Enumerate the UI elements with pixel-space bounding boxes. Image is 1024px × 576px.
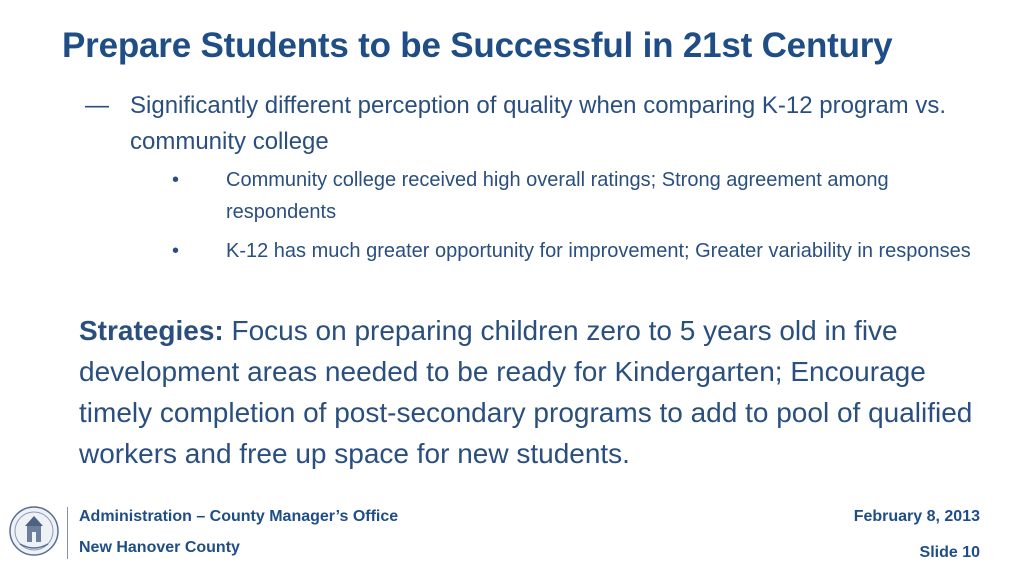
strategies-text: Focus on preparing children zero to 5 years old in five development areas needed to be ready for Kindergarten; Encourage timely completion of post-secondary programs to add to pool of qualified workers and free up space for new students.	[79, 315, 973, 469]
footer-county: New Hanover County	[79, 539, 240, 556]
subpoint-text: Community college received high overall ratings; Strong agreement among respondents	[226, 169, 889, 223]
slide-title: Prepare Students to be Successful in 21st Century	[62, 26, 893, 65]
footer-date: February 8, 2013	[853, 508, 980, 525]
strategies-label: Strategies:	[79, 315, 224, 346]
strategies-paragraph	[79, 310, 999, 474]
slide-number: Slide 10	[919, 544, 980, 561]
dash-marker: —	[85, 92, 109, 119]
bullet-marker: •	[172, 169, 180, 191]
county-seal-icon	[8, 502, 60, 560]
bullet-marker: •	[172, 240, 180, 262]
subpoint-text: K-12 has much greater opportunity for improvement; Greater variability in responses	[226, 240, 971, 262]
footer-divider	[67, 507, 68, 559]
footer-department: Administration – County Manager’s Office	[79, 508, 399, 525]
main-point-text: Significantly different perception of quality when comparing K-12 program vs. community college	[130, 92, 946, 155]
